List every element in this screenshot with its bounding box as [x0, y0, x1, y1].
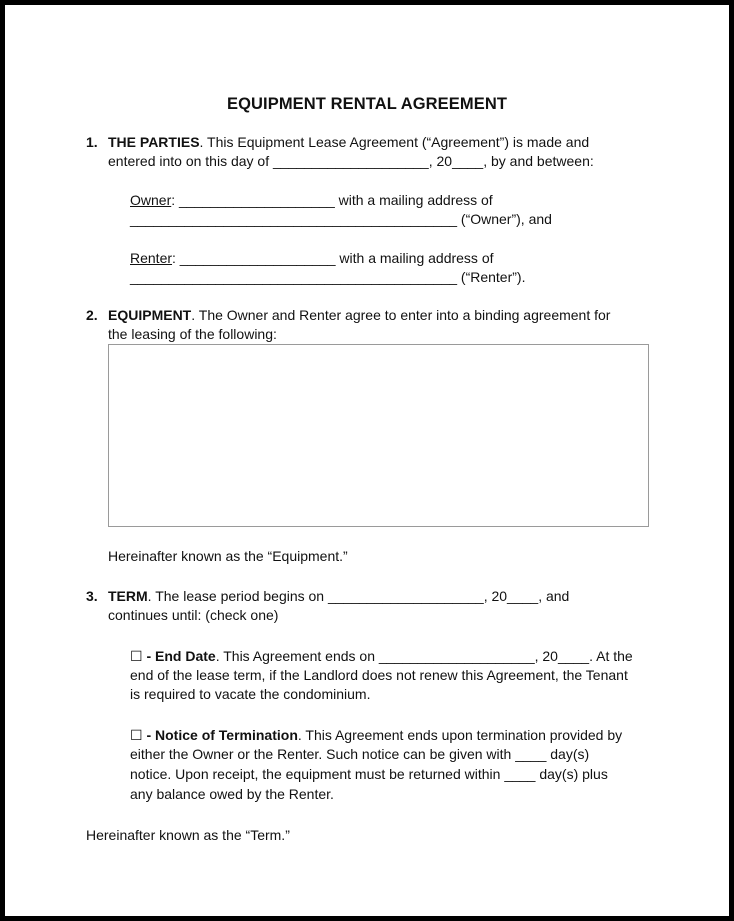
end-date-text: . This Agreement ends on ____________________, 20____. At the [215, 648, 633, 664]
parties-text: . This Equipment Lease Agreement (“Agreement”) is made and [199, 134, 590, 150]
owner-text: : ____________________ with a mailing address of [171, 192, 493, 208]
parties-line-2: entered into on this day of ____________________, 20____, by and between: [108, 153, 594, 169]
option-dash: - [142, 727, 156, 743]
end-date-label: End Date [155, 648, 216, 664]
section-number: 2. [86, 307, 98, 323]
equipment-hereinafter: Hereinafter known as the “Equipment.” [108, 548, 348, 564]
notice-text: . This Agreement ends upon termination provided by [297, 727, 623, 743]
checkbox-icon[interactable]: ☐ [130, 727, 143, 743]
section-number: 3. [86, 588, 98, 604]
notice-line-2: either the Owner or the Renter. Such notice can be given with ____ day(s) [130, 746, 590, 762]
equipment-line-2: the leasing of the following: [108, 326, 277, 342]
owner-line-1 [130, 192, 493, 208]
owner-line-2: __________________________________________ (“Owner”), and [130, 211, 552, 227]
renter-line-2: __________________________________________ (“Renter”). [130, 269, 526, 285]
section-number: 1. [86, 134, 98, 150]
section-heading: THE PARTIES [108, 134, 200, 150]
term-text: . The lease period begins on ____________________, 20____, and [147, 588, 570, 604]
term-line-2: continues until: (check one) [108, 607, 279, 623]
notice-line-1 [130, 727, 622, 743]
term-line-1 [108, 588, 569, 604]
notice-line-3: notice. Upon receipt, the equipment must be returned within ____ day(s) plus [130, 766, 608, 782]
equipment-text: . The Owner and Renter agree to enter into a binding agreement for [191, 307, 611, 323]
notice-line-4: any balance owed by the Renter. [130, 786, 334, 802]
equipment-line-1 [108, 307, 610, 323]
end-date-line-1 [130, 648, 633, 664]
end-date-line-2: end of the lease term, if the Landlord does not renew this Agreement, the Tenant [130, 667, 628, 683]
option-dash: - [142, 648, 156, 664]
parties-line-1 [108, 134, 589, 150]
notice-label: Notice of Termination [155, 727, 298, 743]
section-heading: EQUIPMENT [108, 307, 192, 323]
renter-line-1 [130, 250, 494, 266]
checkbox-icon[interactable]: ☐ [130, 648, 143, 664]
end-date-line-3: is required to vacate the condominium. [130, 686, 371, 702]
owner-label: Owner [130, 192, 172, 208]
renter-label: Renter [130, 250, 173, 266]
equipment-description-box[interactable] [108, 344, 649, 527]
term-hereinafter: Hereinafter known as the “Term.” [86, 827, 290, 843]
renter-text: : ____________________ with a mailing address of [172, 250, 494, 266]
section-heading: TERM [108, 588, 148, 604]
document-title: EQUIPMENT RENTAL AGREEMENT [226, 95, 508, 113]
